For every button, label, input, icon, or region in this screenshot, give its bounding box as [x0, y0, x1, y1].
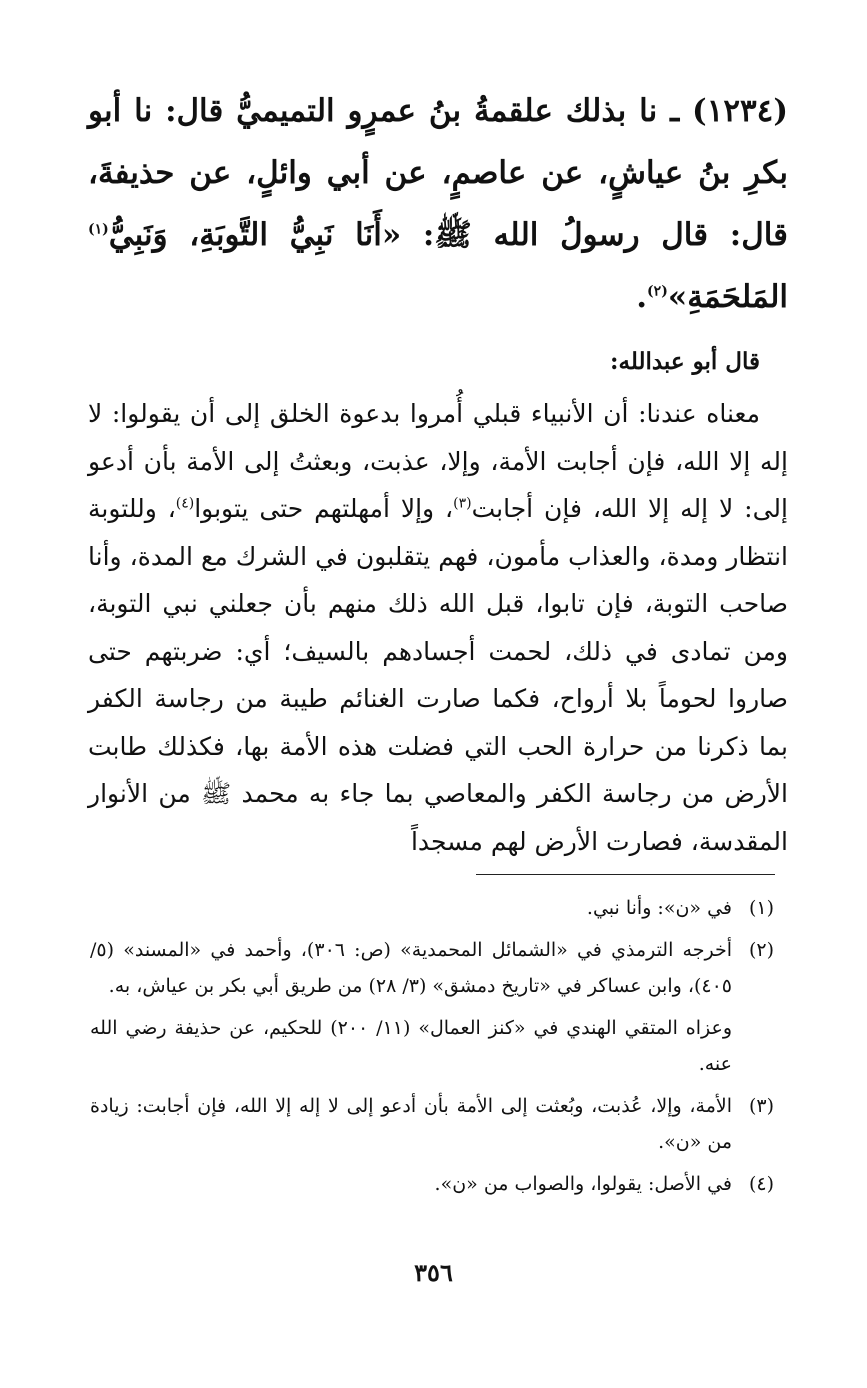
commentary-text-2: ، وإلا أمهلتهم حتى يتوبوا	[194, 494, 454, 523]
footnote-text: أخرجه الترمذي في «الشمائل المحمدية» (ص: ٣٠٦)، وأحمد في «المسند» (٥/ ٤٠٥)، وابن عساكر في «تاريخ دمشق» (٣/ ٢٨) من طريق أبي بكر بن عياش، به.	[90, 939, 732, 997]
footnote-ref-1: (١)	[88, 221, 109, 238]
hadith-text-end: المَلحَمَةِ»	[667, 279, 788, 315]
main-text	[88, 80, 788, 865]
commentary-text-3: ، وللتوبة انتظار ومدة، والعذاب مأمون، فهم يتقلبون في الشرك مع المدة، وأنا صاحب التوبة، فإن تابوا، قبل الله ذلك منهم بأن جعلني نبي التوبة، ومن تمادى في ذلك، لحمت أجسادهم بالسيف؛ أي: ضربتهم حتى صاروا لحوماً بلا أرواح، فكما صارت الغنائم طيبة من رجاسة الكفر بما ذكرنا من حرارة الحب التي فضلت هذه الأمة بها، فكذلك طابت الأرض من رجاسة الكفر والمعاصي بما جاء به محمد ﷺ من الأنوار المقدسة، فصارت الأرض لهم مسجداً	[88, 494, 788, 856]
footnote-text: في الأصل: يقولوا، والصواب من «ن».	[434, 1173, 732, 1195]
page-number: ٣٥٦	[414, 1258, 453, 1287]
footnote-1	[90, 890, 774, 926]
footnote-number: (١)	[748, 897, 774, 919]
footnote-4	[90, 1166, 774, 1202]
commentary-paragraph	[88, 390, 788, 865]
hadith-period: .	[636, 279, 648, 315]
footnote-ref-2: (٢)	[647, 283, 668, 300]
footnotes-section	[90, 890, 774, 1208]
footnote-text: في «ن»: وأنا نبي.	[586, 897, 732, 919]
footnote-2-continuation: وعزاه المتقي الهندي في «كنز العمال» (١١/ ٢٠٠) للحكيم، عن حذيفة رضي الله عنه.	[90, 1017, 732, 1075]
footnote-ref-4: (٤)	[175, 495, 195, 512]
footnote-ref-3: (٣)	[453, 495, 472, 512]
footnote-number: (٢)	[748, 939, 774, 961]
footnote-3	[90, 1088, 774, 1160]
footnote-2	[90, 932, 774, 1004]
hadith-text: (١٢٣٤) ـ نا بذلك علقمةُ بنُ عمرٍو التميميُّ قال: نا أبو بكرِ بنُ عياشٍ، عن عاصمٍ، عن أبي وائلٍ، عن حذيفةَ، قال: قال رسولُ الله ﷺ: «أَنَا نَبِيُّ التَّوبَةِ، وَنَبِيُّ	[88, 93, 788, 253]
section-heading: قال أبو عبدالله:	[610, 348, 760, 375]
hadith-paragraph	[88, 80, 788, 328]
footnote-number: (٣)	[748, 1095, 774, 1117]
commentary-text-1: معناه عندنا: أن الأنبياء قبلي أُمروا بدعوة الخلق إلى أن يقولوا: لا إله إلا الله، فإن أجابت الأمة، وإلا، عذبت، وبعثتُ إلى الأمة بأن أدعو إلى: لا إله إلا الله، فإن أجابت	[88, 399, 788, 523]
footnote-number: (٤)	[748, 1173, 774, 1195]
footnote-separator	[476, 874, 775, 875]
footnote-text: الأمة، وإلا، عُذبت، وبُعثت إلى الأمة بأن أدعو إلى لا إله إلا الله، فإن أجابت: زيادة من «ن».	[90, 1095, 732, 1153]
